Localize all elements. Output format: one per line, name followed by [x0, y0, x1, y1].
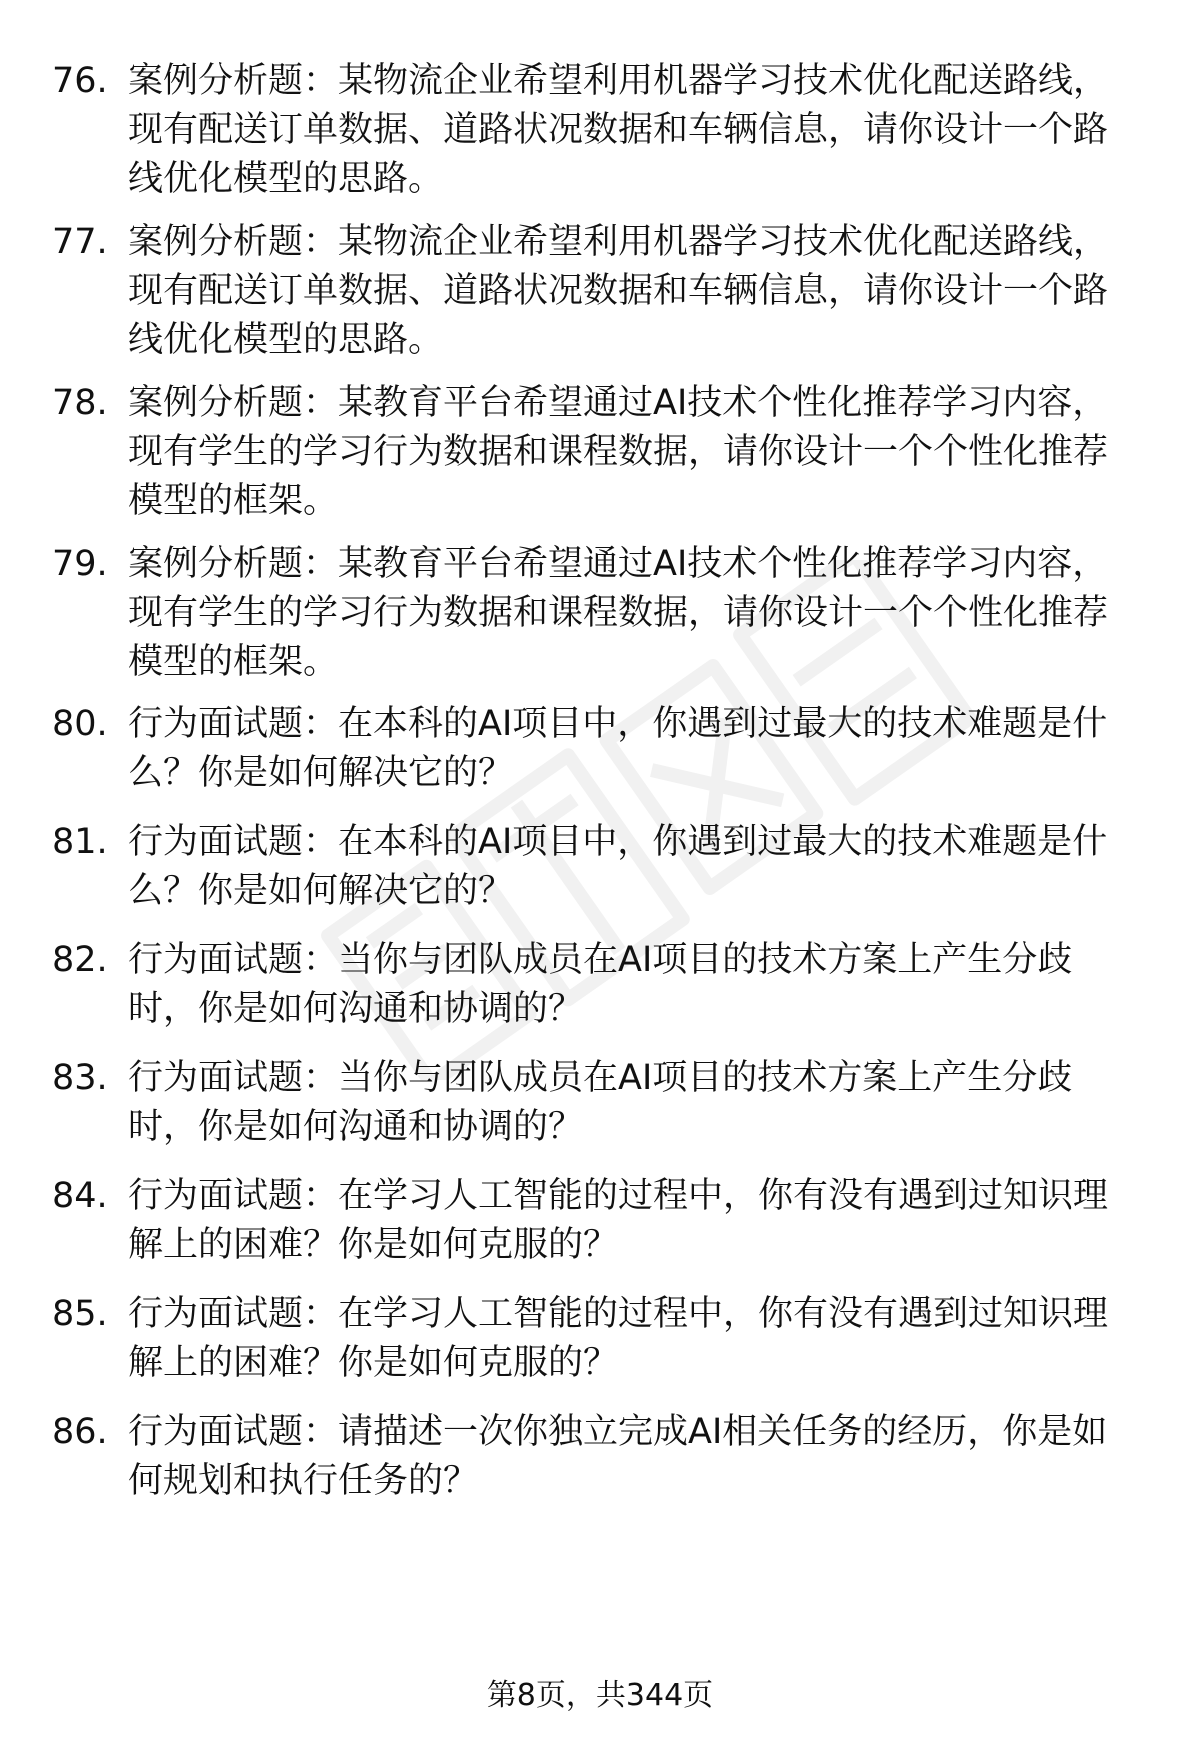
- question-number: 86.: [52, 1412, 108, 1452]
- question-number: 76.: [52, 61, 108, 101]
- question-text: 案例分析题：某物流企业希望利用机器学习技术优化配送路线，现有配送订单数据、道路状况数据和车辆信息，请你设计一个路线优化模型的思路。: [128, 222, 1109, 360]
- question-text: 行为面试题：在学习人工智能的过程中，你有没有遇到过知识理解上的困难？你是如何克服的？: [128, 1294, 1109, 1383]
- question-number: 84.: [52, 1176, 108, 1216]
- question-number: 80.: [52, 704, 108, 744]
- question-text: 案例分析题：某教育平台希望通过AI技术个性化推荐学习内容，现有学生的学习行为数据和课程数据，请你设计一个个性化推荐模型的框架。: [128, 544, 1109, 682]
- question-text: 行为面试题：当你与团队成员在AI项目的技术方案上产生分歧时，你是如何沟通和协调的？: [128, 940, 1073, 1029]
- question-text: 行为面试题：在本科的AI项目中，你遇到过最大的技术难题是什么？你是如何解决它的？: [128, 704, 1108, 793]
- question-number: 83.: [52, 1058, 108, 1098]
- question-number: 78.: [52, 383, 108, 423]
- question-number: 82.: [52, 940, 108, 980]
- question-text: 行为面试题：在学习人工智能的过程中，你有没有遇到过知识理解上的困难？你是如何克服的？: [128, 1176, 1109, 1265]
- question-text: 行为面试题：请描述一次你独立完成AI相关任务的经历，你是如何规划和执行任务的？: [128, 1412, 1108, 1501]
- question-text: 案例分析题：某物流企业希望利用机器学习技术优化配送路线，现有配送订单数据、道路状况数据和车辆信息，请你设计一个路线优化模型的思路。: [128, 61, 1109, 199]
- question-text: 案例分析题：某教育平台希望通过AI技术个性化推荐学习内容，现有学生的学习行为数据和课程数据，请你设计一个个性化推荐模型的框架。: [128, 383, 1109, 521]
- question-number: 79.: [52, 544, 108, 584]
- page-footer: 第8页，共344页: [486, 1678, 714, 1713]
- question-text: 行为面试题：在本科的AI项目中，你遇到过最大的技术难题是什么？你是如何解决它的？: [128, 822, 1108, 911]
- question-number: 81.: [52, 822, 108, 862]
- question-number: 85.: [52, 1294, 108, 1334]
- question-number: 77.: [52, 222, 108, 262]
- question-text: 行为面试题：当你与团队成员在AI项目的技术方案上产生分歧时，你是如何沟通和协调的？: [128, 1058, 1073, 1147]
